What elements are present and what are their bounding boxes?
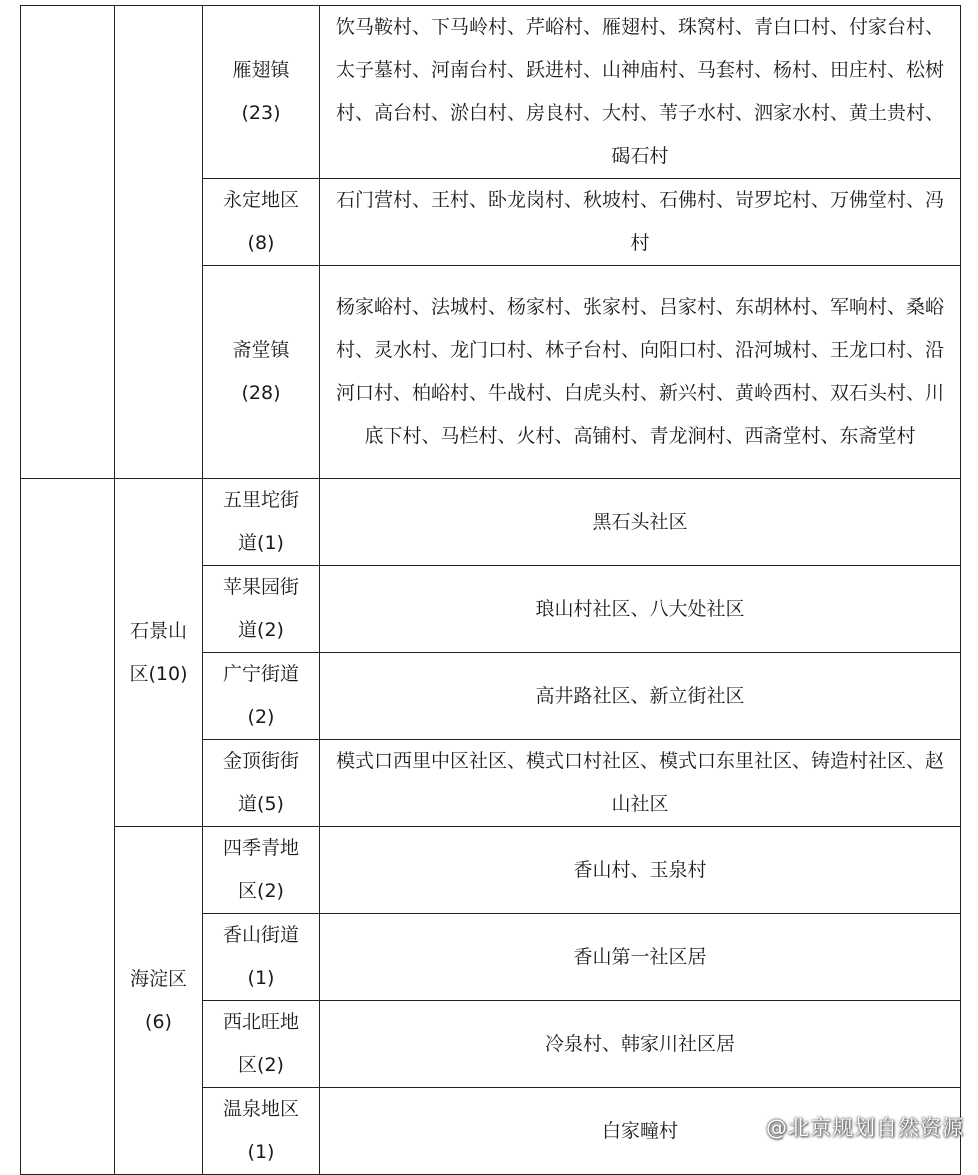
town-name: 西北旺地 (222, 1011, 299, 1033)
town-count: (1) (247, 1141, 275, 1163)
town-name: 温泉地区 (222, 1098, 299, 1120)
district-name: 石景山 (129, 619, 187, 642)
district-count: 区(10) (129, 662, 188, 685)
villages-cell: 香山村、玉泉村 (320, 827, 961, 914)
town-name: 金顶街街 (222, 750, 299, 772)
villages-cell: 黑石头社区 (320, 479, 961, 566)
villages-cell: 琅山村社区、八大处社区 (320, 566, 961, 653)
town-cell (203, 1001, 320, 1088)
villages-cell: 高井路社区、新立街社区 (320, 653, 961, 740)
town-name: 四季青地 (222, 837, 299, 859)
town-name: 香山街道 (222, 924, 299, 946)
town-count: 区(2) (238, 880, 284, 902)
town-count: 道(5) (238, 793, 284, 815)
town-cell (203, 179, 320, 266)
villages-cell: 杨家峪村、法城村、杨家村、张家村、吕家村、东胡林村、军响村、桑峪村、灵水村、龙门口村、林子台村、向阳口村、沿河城村、王龙口村、沿河口村、柏峪村、牛战村、白虎头村、新兴村、黄岭西村、双石头村、川底下村、马栏村、火村、高铺村、青龙涧村、西斋堂村、东斋堂村 (320, 266, 961, 479)
town-cell (203, 740, 320, 827)
outer-blank-cell (21, 479, 115, 1175)
town-cell (203, 653, 320, 740)
town-cell (203, 266, 320, 479)
outer-blank-cell (21, 6, 115, 479)
table-row (21, 6, 961, 179)
town-name: 五里坨街 (222, 489, 299, 511)
watermark: @北京规划自然资源 (766, 1116, 964, 1140)
town-cell (203, 914, 320, 1001)
district-cell-shijingshan (115, 479, 203, 827)
villages-cell: 石门营村、王村、卧龙岗村、秋坡村、石佛村、岢罗坨村、万佛堂村、冯村 (320, 179, 961, 266)
district-name: 海淀区 (129, 967, 187, 990)
town-count: (1) (247, 967, 275, 989)
district-blank-cell (115, 6, 203, 479)
town-cell (203, 6, 320, 179)
town-count: (2) (247, 706, 275, 728)
town-cell (203, 479, 320, 566)
town-cell (203, 1088, 320, 1175)
town-name: 苹果园街 (222, 576, 299, 598)
town-count: (28) (241, 382, 281, 404)
town-name: 雁翅镇 (232, 59, 290, 81)
town-count: 道(2) (238, 619, 284, 641)
town-name: 永定地区 (222, 189, 299, 211)
district-count: (6) (145, 1010, 172, 1033)
town-count: (23) (241, 102, 281, 124)
table-row (21, 827, 961, 914)
village-table (20, 5, 961, 1175)
villages-cell: 模式口西里中区社区、模式口村社区、模式口东里社区、铸造村社区、赵山社区 (320, 740, 961, 827)
villages-cell: 白家疃村 (320, 1088, 961, 1175)
district-cell-haidian (115, 827, 203, 1175)
town-cell (203, 827, 320, 914)
villages-cell: 冷泉村、韩家川社区居 (320, 1001, 961, 1088)
town-name: 广宁街道 (222, 663, 299, 685)
town-count: (8) (247, 232, 275, 254)
villages-cell: 饮马鞍村、下马岭村、芹峪村、雁翅村、珠窝村、青白口村、付家台村、太子墓村、河南台村、跃进村、山神庙村、马套村、杨村、田庄村、松树村、高台村、淤白村、房良村、大村、苇子水村、泗家水村、黄土贵村、碣石村 (320, 6, 961, 179)
villages-cell: 香山第一社区居 (320, 914, 961, 1001)
table-row (21, 479, 961, 566)
town-count: 区(2) (238, 1054, 284, 1076)
town-name: 斋堂镇 (232, 339, 290, 361)
town-cell (203, 566, 320, 653)
town-count: 道(1) (238, 532, 284, 554)
